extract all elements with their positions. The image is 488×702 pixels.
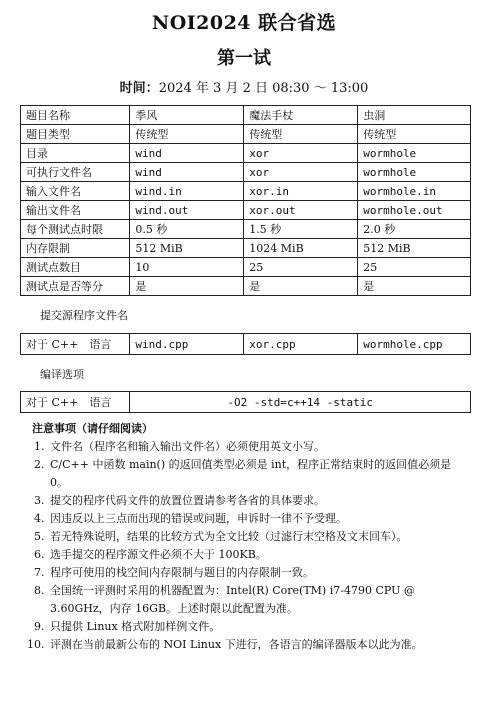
table-cell: xor.out <box>244 201 358 220</box>
table-cell: 2.0 秒 <box>358 220 471 239</box>
table-cell: 1.5 秒 <box>244 220 358 239</box>
note-item: 10. 评测在当前最新公布的 NOI Linux 下进行，各语言的编译器版本以此为准。 <box>48 636 468 654</box>
table-cell: 传统型 <box>358 125 471 144</box>
table-cell: wind.in <box>130 182 244 201</box>
row-label: 输出文件名 <box>21 201 130 220</box>
table-row <box>21 144 471 163</box>
table-cell: xor <box>244 144 358 163</box>
note-item: 9. 只提供 Linux 格式附加样例文件。 <box>48 618 468 636</box>
row-label: 测试点数目 <box>21 258 130 277</box>
document-title: NOI2024 联合省选 <box>151 12 337 34</box>
table-cell: 魔法手杖 <box>244 106 358 125</box>
note-item: 4. 因违反以上三点而出现的错误或问题，申诉时一律不予受理。 <box>48 510 468 528</box>
row-label: 内存限制 <box>21 239 130 258</box>
compile-options-value: -O2 -std=c++14 -static <box>130 392 471 413</box>
table-cell: 虫洞 <box>358 106 471 125</box>
table-cell: wormhole.cpp <box>358 334 471 355</box>
notes-list <box>28 438 468 654</box>
notes-section <box>28 420 468 654</box>
table-row <box>21 239 471 258</box>
compile-options-table <box>20 391 471 413</box>
note-item: 6. 选手提交的程序源文件必须不大于 100KB。 <box>48 546 468 564</box>
exam-time-label: 时间： <box>119 81 159 96</box>
table-cell: 是 <box>358 277 471 296</box>
table-cell: 是 <box>130 277 244 296</box>
table-cell: wind.cpp <box>130 334 244 355</box>
source-files-table <box>20 333 471 355</box>
table-cell: 传统型 <box>244 125 358 144</box>
notes-heading: 注意事项（请仔细阅读） <box>32 422 153 435</box>
table-row <box>21 277 471 296</box>
note-item: 8. 全国统一评测时采用的机器配置为：Intel(R) Core(TM) i7-4790 CPU @ 3.60GHz，内存 16GB。上述时限以此配置为准。 <box>48 582 468 618</box>
table-cell: 25 <box>244 258 358 277</box>
row-label: 题目类型 <box>21 125 130 144</box>
table-cell: wormhole <box>358 163 471 182</box>
table-cell: wind.out <box>130 201 244 220</box>
table-cell: wormhole.out <box>358 201 471 220</box>
table-cell: 0.5 秒 <box>130 220 244 239</box>
row-label: 题目名称 <box>21 106 130 125</box>
document-subtitle: 第一试 <box>217 48 271 69</box>
table-cell: 1024 MiB <box>244 239 358 258</box>
problem-info-table <box>20 105 471 296</box>
table-cell: wormhole.in <box>358 182 471 201</box>
row-label: 每个测试点时限 <box>21 220 130 239</box>
table-cell: 10 <box>130 258 244 277</box>
source-files-label: 提交源程序文件名 <box>40 309 128 322</box>
row-label: 测试点是否等分 <box>21 277 130 296</box>
table-row <box>21 258 471 277</box>
table-cell: 512 MiB <box>358 239 471 258</box>
row-label: 输入文件名 <box>21 182 130 201</box>
note-item: 3. 提交的程序代码文件的放置位置请参考各省的具体要求。 <box>48 492 468 510</box>
table-row <box>21 392 471 413</box>
table-row <box>21 106 471 125</box>
table-row <box>21 182 471 201</box>
note-item: 2. C/C++ 中函数 main() 的返回值类型必须是 int，程序正常结束时的返回值必须是 0。 <box>48 456 468 492</box>
table-cell: 传统型 <box>130 125 244 144</box>
table-row <box>21 163 471 182</box>
table-row <box>21 220 471 239</box>
table-cell: 25 <box>358 258 471 277</box>
note-item: 1. 文件名（程序名和输入输出文件名）必须使用英文小写。 <box>48 438 468 456</box>
table-cell: wind <box>130 144 244 163</box>
note-item: 7. 程序可使用的栈空间内存限制与题目的内存限制一致。 <box>48 564 468 582</box>
table-cell: wormhole <box>358 144 471 163</box>
exam-time <box>0 77 488 96</box>
row-label: 对于 C++ 语言 <box>21 392 130 413</box>
table-cell: xor.in <box>244 182 358 201</box>
table-cell: 512 MiB <box>130 239 244 258</box>
note-item: 5. 若无特殊说明，结果的比较方式为全文比较（过滤行末空格及文末回车）。 <box>48 528 468 546</box>
row-label: 目录 <box>21 144 130 163</box>
table-row <box>21 201 471 220</box>
table-cell: xor <box>244 163 358 182</box>
table-cell: wind <box>130 163 244 182</box>
row-label: 对于 C++ 语言 <box>21 334 130 355</box>
table-cell: 是 <box>244 277 358 296</box>
table-row <box>21 334 471 355</box>
table-cell: xor.cpp <box>244 334 358 355</box>
exam-time-value: 2024 年 3 月 2 日 08:30 ～ 13:00 <box>158 81 369 96</box>
table-row <box>21 125 471 144</box>
table-cell: 季风 <box>130 106 244 125</box>
compile-options-label: 编译选项 <box>40 368 84 381</box>
row-label: 可执行文件名 <box>21 163 130 182</box>
